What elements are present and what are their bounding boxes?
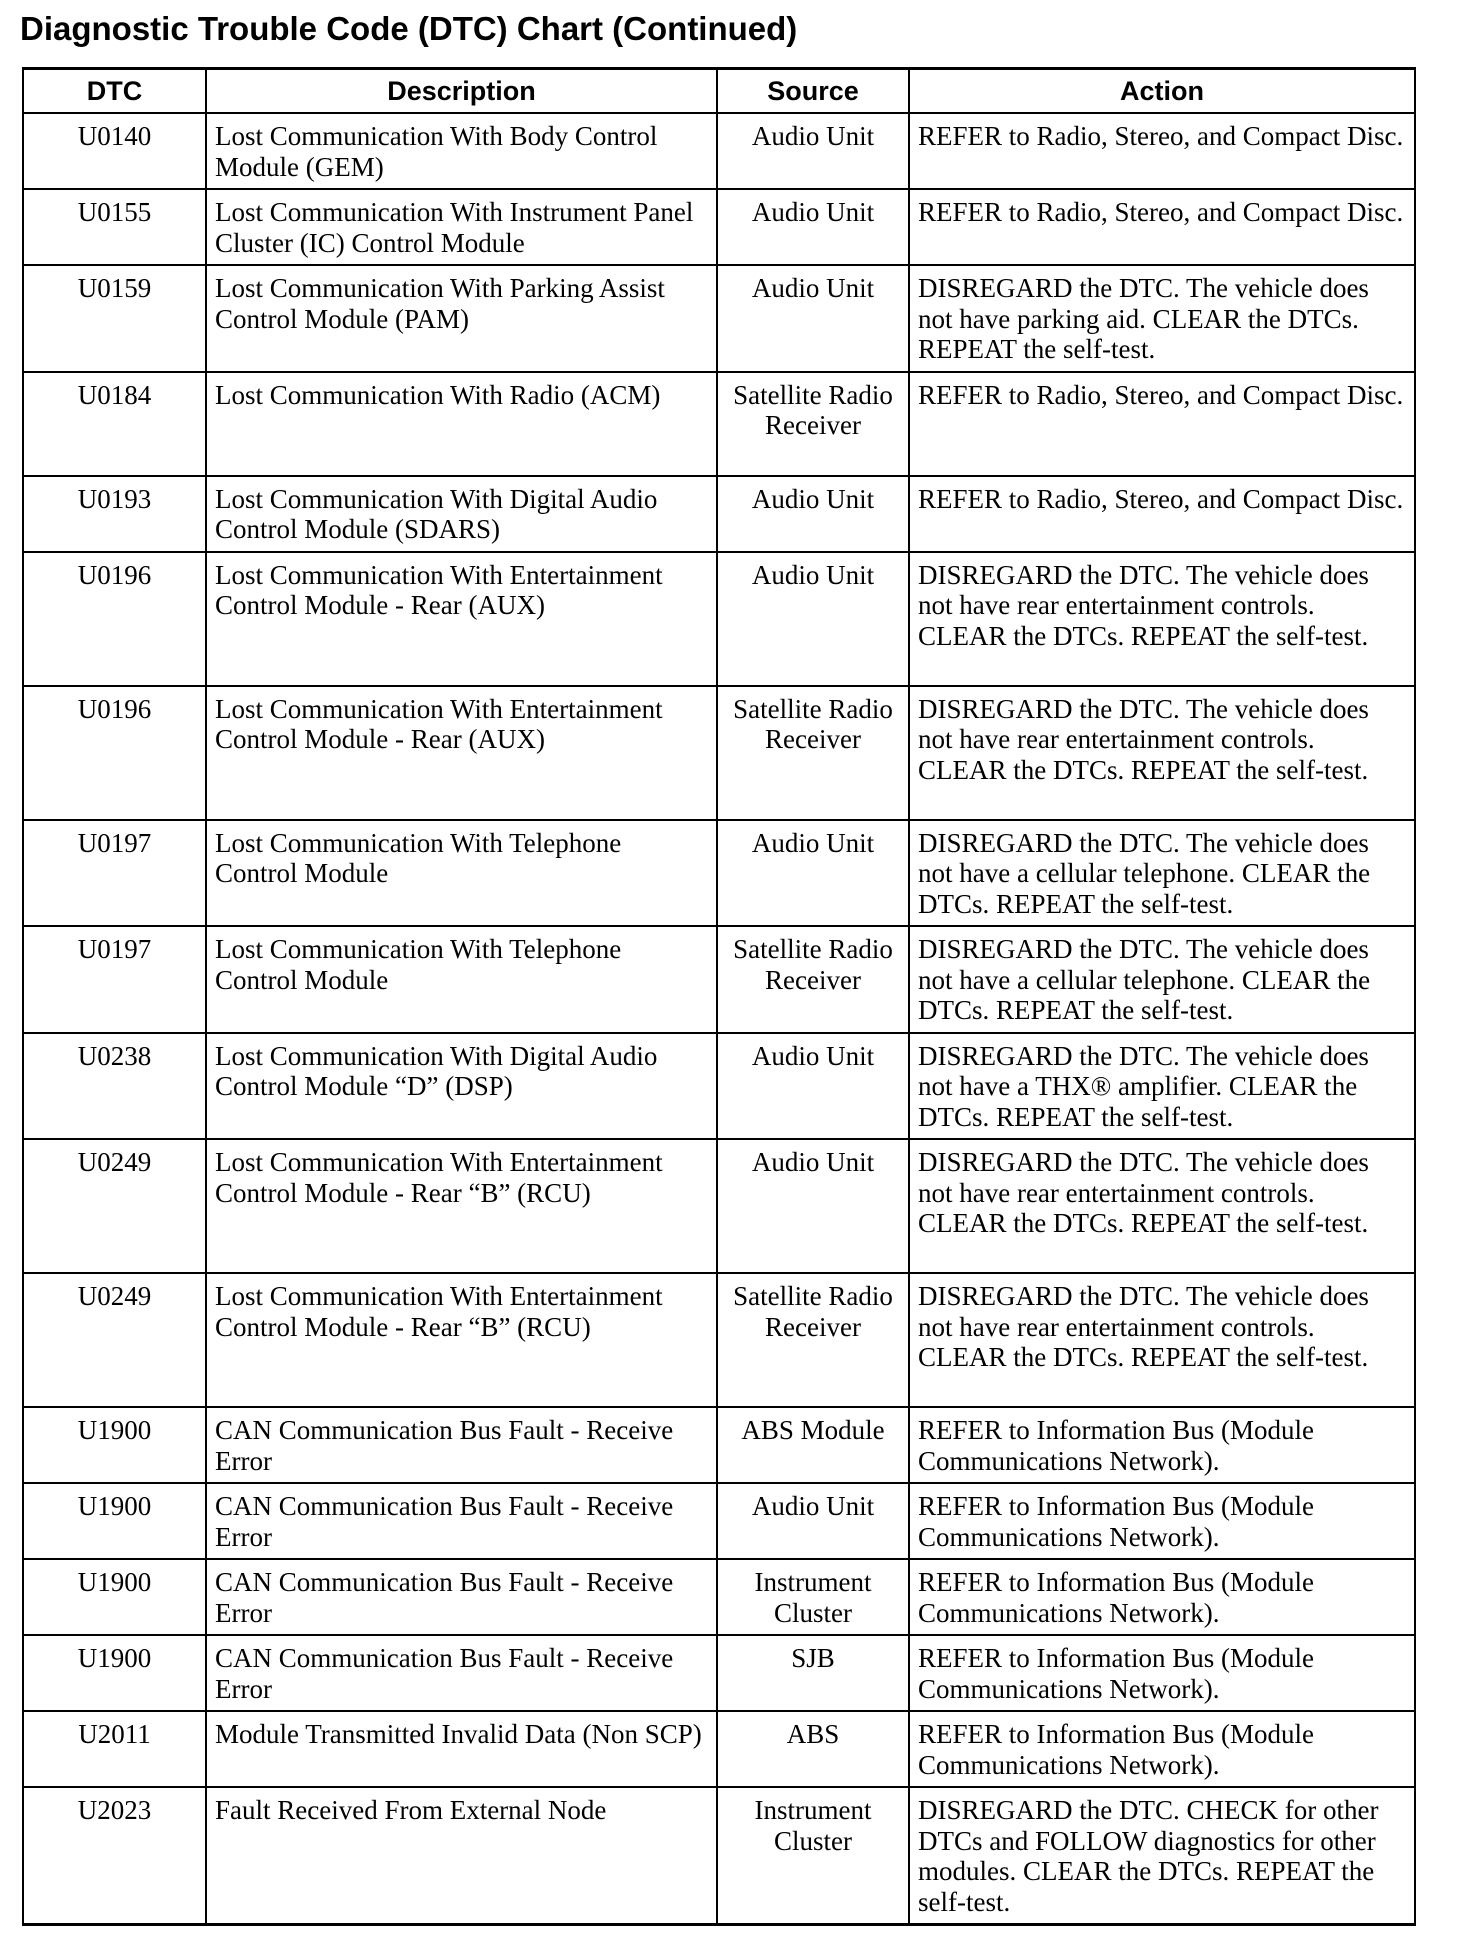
action-cell: DISREGARD the DTC. The vehicle does not have rear entertainment controls. CLEAR the DTCs. REPEAT the self-test. <box>909 1273 1415 1407</box>
description-cell: Lost Communication With Body Control Module (GEM) <box>206 113 717 189</box>
action-cell: REFER to Information Bus (Module Communications Network). <box>909 1559 1415 1635</box>
dtc-code-cell: U0238 <box>23 1033 206 1140</box>
page-title: Diagnostic Trouble Code (DTC) Chart (Continued) <box>20 10 798 47</box>
source-cell: Audio Unit <box>717 265 909 372</box>
description-cell: CAN Communication Bus Fault - Receive Error <box>206 1483 717 1559</box>
table-row <box>23 1559 1415 1635</box>
description-cell: Lost Communication With Instrument Panel Cluster (IC) Control Module <box>206 189 717 265</box>
table-row <box>23 372 1415 476</box>
dtc-code-cell: U2011 <box>23 1711 206 1787</box>
table-row <box>23 1139 1415 1273</box>
source-cell: ABS <box>717 1711 909 1787</box>
description-cell: Lost Communication With Telephone Control Module <box>206 820 717 927</box>
dtc-code-cell: U0249 <box>23 1139 206 1273</box>
header-action: Action <box>909 69 1415 114</box>
action-cell: REFER to Radio, Stereo, and Compact Disc. <box>909 476 1415 552</box>
dtc-code-cell: U0193 <box>23 476 206 552</box>
description-cell: Fault Received From External Node <box>206 1787 717 1925</box>
table-body <box>23 113 1415 1925</box>
action-cell: REFER to Information Bus (Module Communications Network). <box>909 1483 1415 1559</box>
action-cell: DISREGARD the DTC. The vehicle does not have rear entertainment controls. CLEAR the DTCs. REPEAT the self-test. <box>909 686 1415 820</box>
source-cell: SJB <box>717 1635 909 1711</box>
action-cell: DISREGARD the DTC. The vehicle does not have parking aid. CLEAR the DTCs. REPEAT the self-test. <box>909 265 1415 372</box>
source-cell: Satellite Radio Receiver <box>717 926 909 1033</box>
dtc-code-cell: U1900 <box>23 1407 206 1483</box>
table-row <box>23 1273 1415 1407</box>
action-cell: DISREGARD the DTC. The vehicle does not have a cellular telephone. CLEAR the DTCs. REPEAT the self-test. <box>909 820 1415 927</box>
table-row <box>23 1787 1415 1925</box>
dtc-code-cell: U0155 <box>23 189 206 265</box>
table-row <box>23 820 1415 927</box>
table-row <box>23 265 1415 372</box>
source-cell: Instrument Cluster <box>717 1787 909 1925</box>
description-cell: Lost Communication With Digital Audio Control Module (SDARS) <box>206 476 717 552</box>
dtc-code-cell: U2023 <box>23 1787 206 1925</box>
table-header-row <box>23 69 1415 114</box>
source-cell: Audio Unit <box>717 189 909 265</box>
action-cell: REFER to Information Bus (Module Communications Network). <box>909 1711 1415 1787</box>
description-cell: Module Transmitted Invalid Data (Non SCP) <box>206 1711 717 1787</box>
table-row <box>23 189 1415 265</box>
header-description: Description <box>206 69 717 114</box>
source-cell: Satellite Radio Receiver <box>717 686 909 820</box>
dtc-chart-table <box>22 67 1416 1926</box>
table-row <box>23 476 1415 552</box>
description-cell: Lost Communication With Parking Assist Control Module (PAM) <box>206 265 717 372</box>
source-cell: ABS Module <box>717 1407 909 1483</box>
table-row <box>23 686 1415 820</box>
source-cell: Satellite Radio Receiver <box>717 372 909 476</box>
source-cell: Satellite Radio Receiver <box>717 1273 909 1407</box>
dtc-code-cell: U1900 <box>23 1635 206 1711</box>
source-cell: Instrument Cluster <box>717 1559 909 1635</box>
dtc-code-cell: U0196 <box>23 552 206 686</box>
dtc-code-cell: U0197 <box>23 926 206 1033</box>
table-row <box>23 1033 1415 1140</box>
description-cell: Lost Communication With Entertainment Control Module - Rear (AUX) <box>206 552 717 686</box>
dtc-code-cell: U1900 <box>23 1559 206 1635</box>
dtc-code-cell: U0197 <box>23 820 206 927</box>
description-cell: Lost Communication With Entertainment Control Module - Rear “B” (RCU) <box>206 1273 717 1407</box>
dtc-code-cell: U0249 <box>23 1273 206 1407</box>
action-cell: REFER to Radio, Stereo, and Compact Disc. <box>909 372 1415 476</box>
table-row <box>23 1483 1415 1559</box>
description-cell: Lost Communication With Telephone Control Module <box>206 926 717 1033</box>
source-cell: Audio Unit <box>717 820 909 927</box>
description-cell: Lost Communication With Entertainment Control Module - Rear “B” (RCU) <box>206 1139 717 1273</box>
action-cell: DISREGARD the DTC. The vehicle does not have a cellular telephone. CLEAR the DTCs. REPEAT the self-test. <box>909 926 1415 1033</box>
header-source: Source <box>717 69 909 114</box>
source-cell: Audio Unit <box>717 476 909 552</box>
description-cell: Lost Communication With Entertainment Control Module - Rear (AUX) <box>206 686 717 820</box>
dtc-code-cell: U0159 <box>23 265 206 372</box>
header-dtc: DTC <box>23 69 206 114</box>
action-cell: REFER to Information Bus (Module Communications Network). <box>909 1635 1415 1711</box>
description-cell: Lost Communication With Digital Audio Control Module “D” (DSP) <box>206 1033 717 1140</box>
source-cell: Audio Unit <box>717 1483 909 1559</box>
action-cell: DISREGARD the DTC. The vehicle does not have rear entertainment controls. CLEAR the DTCs. REPEAT the self-test. <box>909 552 1415 686</box>
dtc-code-cell: U1900 <box>23 1483 206 1559</box>
action-cell: DISREGARD the DTC. The vehicle does not have a THX® amplifier. CLEAR the DTCs. REPEAT the self-test. <box>909 1033 1415 1140</box>
dtc-code-cell: U0184 <box>23 372 206 476</box>
table-row <box>23 1407 1415 1483</box>
source-cell: Audio Unit <box>717 552 909 686</box>
table-row <box>23 926 1415 1033</box>
source-cell: Audio Unit <box>717 1033 909 1140</box>
action-cell: REFER to Radio, Stereo, and Compact Disc. <box>909 189 1415 265</box>
table-row <box>23 1711 1415 1787</box>
description-cell: Lost Communication With Radio (ACM) <box>206 372 717 476</box>
table-row <box>23 552 1415 686</box>
description-cell: CAN Communication Bus Fault - Receive Error <box>206 1559 717 1635</box>
action-cell: DISREGARD the DTC. The vehicle does not have rear entertainment controls. CLEAR the DTCs. REPEAT the self-test. <box>909 1139 1415 1273</box>
table-row <box>23 1635 1415 1711</box>
dtc-code-cell: U0140 <box>23 113 206 189</box>
action-cell: REFER to Radio, Stereo, and Compact Disc. <box>909 113 1415 189</box>
action-cell: REFER to Information Bus (Module Communications Network). <box>909 1407 1415 1483</box>
description-cell: CAN Communication Bus Fault - Receive Error <box>206 1407 717 1483</box>
source-cell: Audio Unit <box>717 1139 909 1273</box>
action-cell: DISREGARD the DTC. CHECK for other DTCs and FOLLOW diagnostics for other modules. CLEAR the DTCs. REPEAT the self-test. <box>909 1787 1415 1925</box>
dtc-code-cell: U0196 <box>23 686 206 820</box>
table-row <box>23 113 1415 189</box>
description-cell: CAN Communication Bus Fault - Receive Error <box>206 1635 717 1711</box>
source-cell: Audio Unit <box>717 113 909 189</box>
